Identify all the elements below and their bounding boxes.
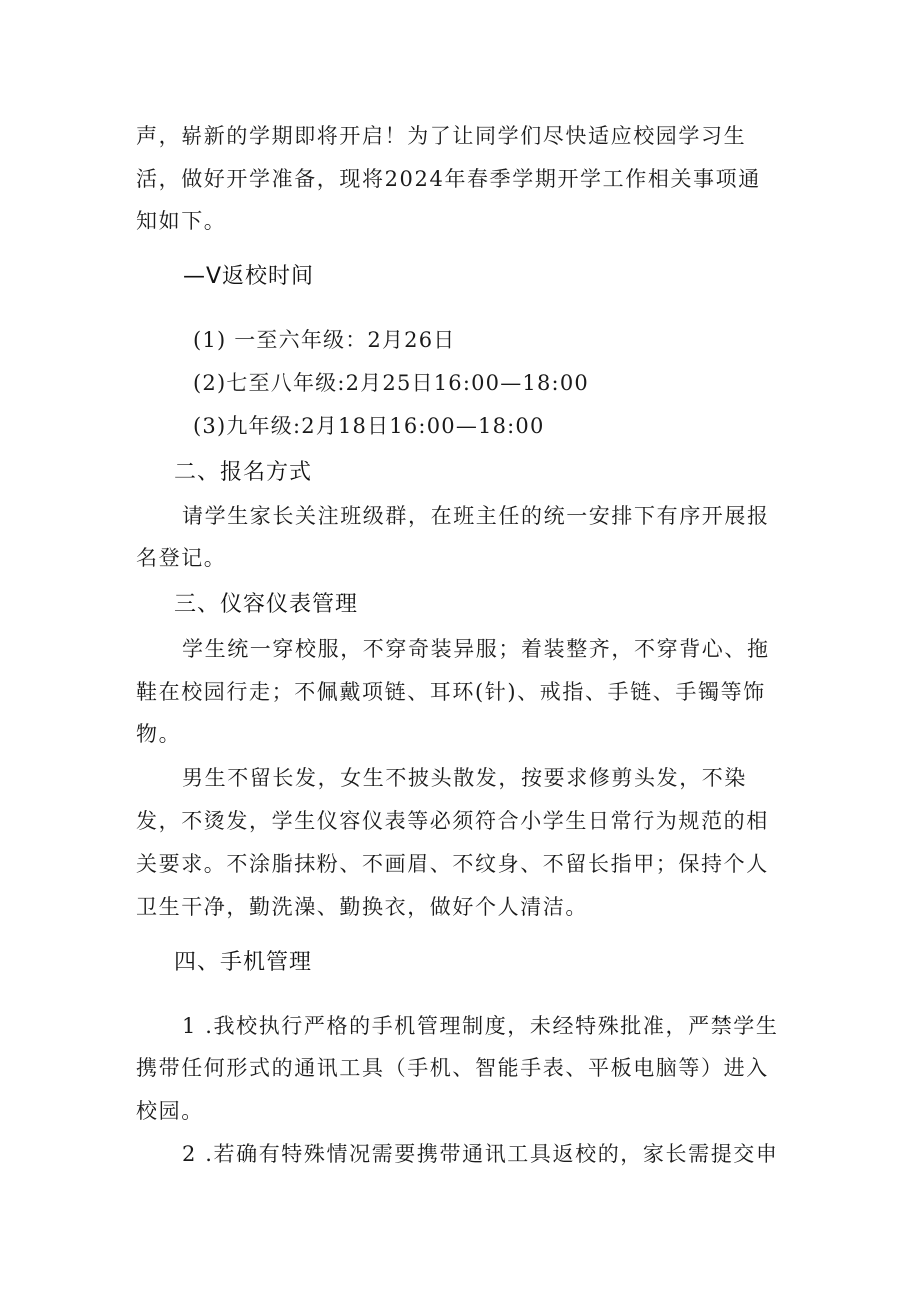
registration-line-2: 名登记。 <box>136 546 227 570</box>
heading-phone: 四、手机管理 <box>174 950 313 975</box>
heading-appearance: 三、仪容仪表管理 <box>174 592 359 617</box>
appearance-para2-line-2: 发，不烫发，学生仪容仪表等必须符合小学生日常行为规范的相 <box>136 809 769 833</box>
appearance-para2-line-1: 男生不留长发，女生不披头散发，按要求修剪头发，不染 <box>182 766 747 790</box>
heading-return-time: —V返校时间 <box>183 264 315 289</box>
phone-item1-line-2: 携带任何形式的通讯工具（手机、智能手表、平板电脑等）进入 <box>136 1056 769 1080</box>
intro-line-2: 活，做好开学准备，现将2024年春季学期开学工作相关事项通 <box>136 167 761 191</box>
appearance-para1-line-1: 学生统一穿校服，不穿奇装异服；着装整齐，不穿背心、拖 <box>182 637 770 661</box>
appearance-para1-line-3: 物。 <box>136 722 182 746</box>
return-time-item-3: (3)九年级:2月18日16:00—18:00 <box>193 414 545 438</box>
appearance-para2-line-3: 关要求。不涂脂抹粉、不画眉、不纹身、不留长指甲；保持个人 <box>136 852 769 876</box>
registration-line-1: 请学生家长关注班级群，在班主任的统一安排下有序开展报 <box>182 504 770 528</box>
intro-line-3: 知如下。 <box>136 209 227 233</box>
phone-item1-line-3: 校园。 <box>136 1099 204 1123</box>
phone-item1-line-1: 1 .我校执行严格的手机管理制度，未经特殊批准，严禁学生 <box>182 1014 779 1038</box>
return-time-item-2: (2)七至八年级:2月25日16:00—18:00 <box>193 371 589 395</box>
intro-line-1: 声，崭新的学期即将开启！为了让同学们尽快适应校园学习生 <box>136 124 747 148</box>
return-time-item-1: (1) 一至六年级：2月26日 <box>193 328 456 352</box>
heading-registration: 二、报名方式 <box>174 460 313 485</box>
appearance-para2-line-4: 卫生干净，勤洗澡、勤换衣，做好个人清洁。 <box>136 895 588 919</box>
appearance-para1-line-2: 鞋在校园行走；不佩戴项链、耳环(针)、戒指、手链、手镯等饰 <box>136 680 766 704</box>
phone-item2-line-1: 2 .若确有特殊情况需要携带通讯工具返校的，家长需提交申 <box>182 1142 779 1166</box>
